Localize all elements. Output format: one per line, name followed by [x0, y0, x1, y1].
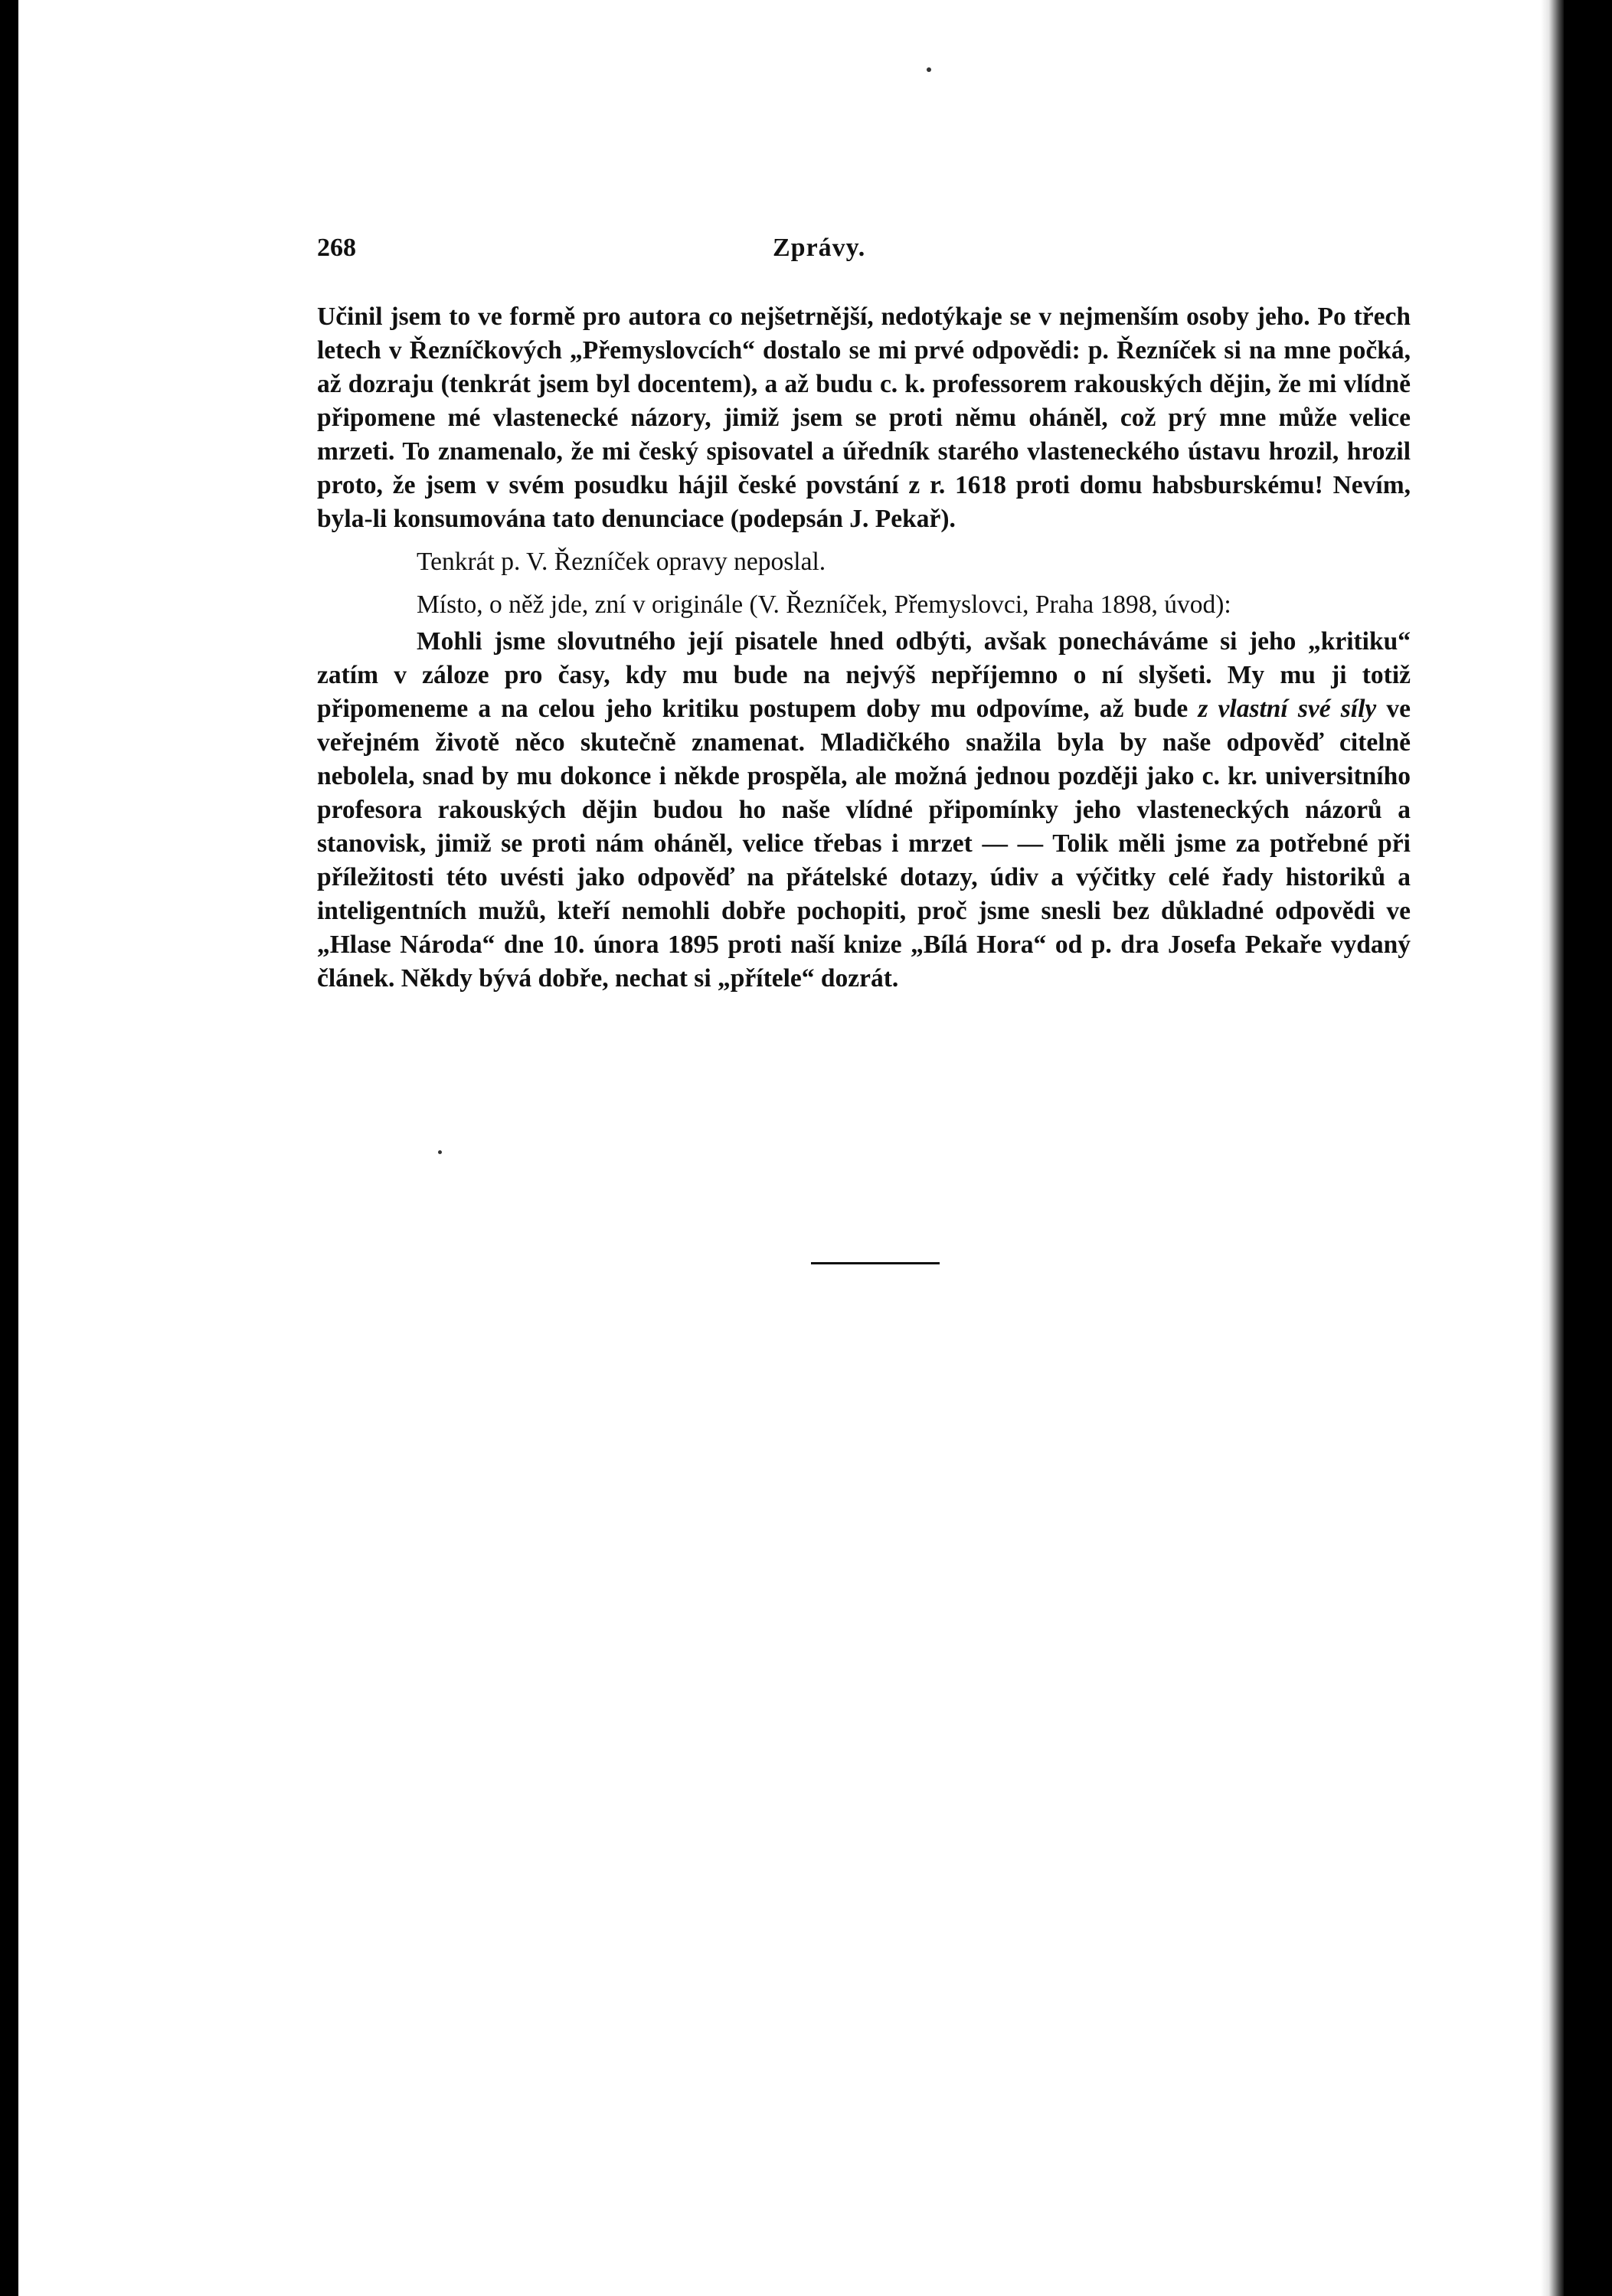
page-number: 268	[317, 234, 356, 262]
quote-text: Mohli jsme slovutného její pisatele hned odbýti, avšak ponecháváme si jeho „kritiku“ zatím v záloze pro časy, kdy mu bude na nejvýš nepříjemno o ní slyšeti. My mu ji totiž připomeneme a na celou jeho kritiku postupem doby mu odpovíme, až bude	[317, 627, 1411, 723]
paragraph: Tenkrát p. V. Řezníček opravy neposlal.	[417, 548, 826, 576]
speck-mark	[438, 1150, 442, 1154]
section-divider	[811, 1262, 940, 1264]
scanned-page	[18, 0, 1564, 2296]
quote-italic-text: z vlastní své síly	[1198, 695, 1377, 723]
paragraph: Místo, o něž jde, zní v originále (V. Řezníček, Přemyslovci, Praha 1898, úvod):	[417, 590, 1231, 619]
page-edge-shadow	[1541, 0, 1564, 2296]
body-text	[317, 300, 1411, 996]
page-header	[317, 234, 1435, 272]
quote-text: ve veřejném životě něco skutečně znamenat. Mladičkého snažila byla by naše odpověď citelně nebolela, snad by mu dokonce i někde prospěla, ale možná jednou později jako c. kr. universitního profesora rakouských dějin budou ho naše vlídné připomínky jeho vlasteneckých názorů a stanovisk, jimiž se proti nám oháněl, velice třebas i mrzet — — Tolik měli jsme za potřebné při příležitosti této uvésti jako odpověď na přátelské dotazy, údiv a výčitky celé řady historiků a inteligentních mužů, kteří nemohli dobře pochopiti, proč jsme snesli bez důkladné odpovědi ve „Hlase Národa“ dne 10. února 1895 proti naší knize „Bílá Hora“ od p. dra Josefa Pekaře vydaný článek. Někdy bývá dobře, nechat si „přítele“ dozrát.	[317, 695, 1411, 993]
quoted-passage	[317, 625, 1411, 996]
running-head: Zprávy.	[773, 234, 866, 262]
speck-mark	[927, 67, 931, 72]
paragraph: Učinil jsem to ve formě pro autora co nejšetrnější, nedotýkaje se v nejmenším osoby jeho. Po třech letech v Řezníčkových „Přemyslovcích“ dostalo se mi prvé odpovědi: p. Řezníček si na mne počká, až dozraju (tenkrát jsem byl docentem), a až budu c. k. professorem rakouských dějin, že mi vlídně připomene mé vlastenecké názory, jimiž jsem se proti němu oháněl, což prý mne může velice mrzeti. To znamenalo, že mi český spisovatel a úředník starého vlasteneckého ústavu hrozil, hrozil proto, že jsem v svém posudku hájil české povstání z r. 1618 proti domu habsburskému! Nevím, byla-li konsumována tato denunciace (podepsán J. Pekař).	[317, 303, 1411, 533]
